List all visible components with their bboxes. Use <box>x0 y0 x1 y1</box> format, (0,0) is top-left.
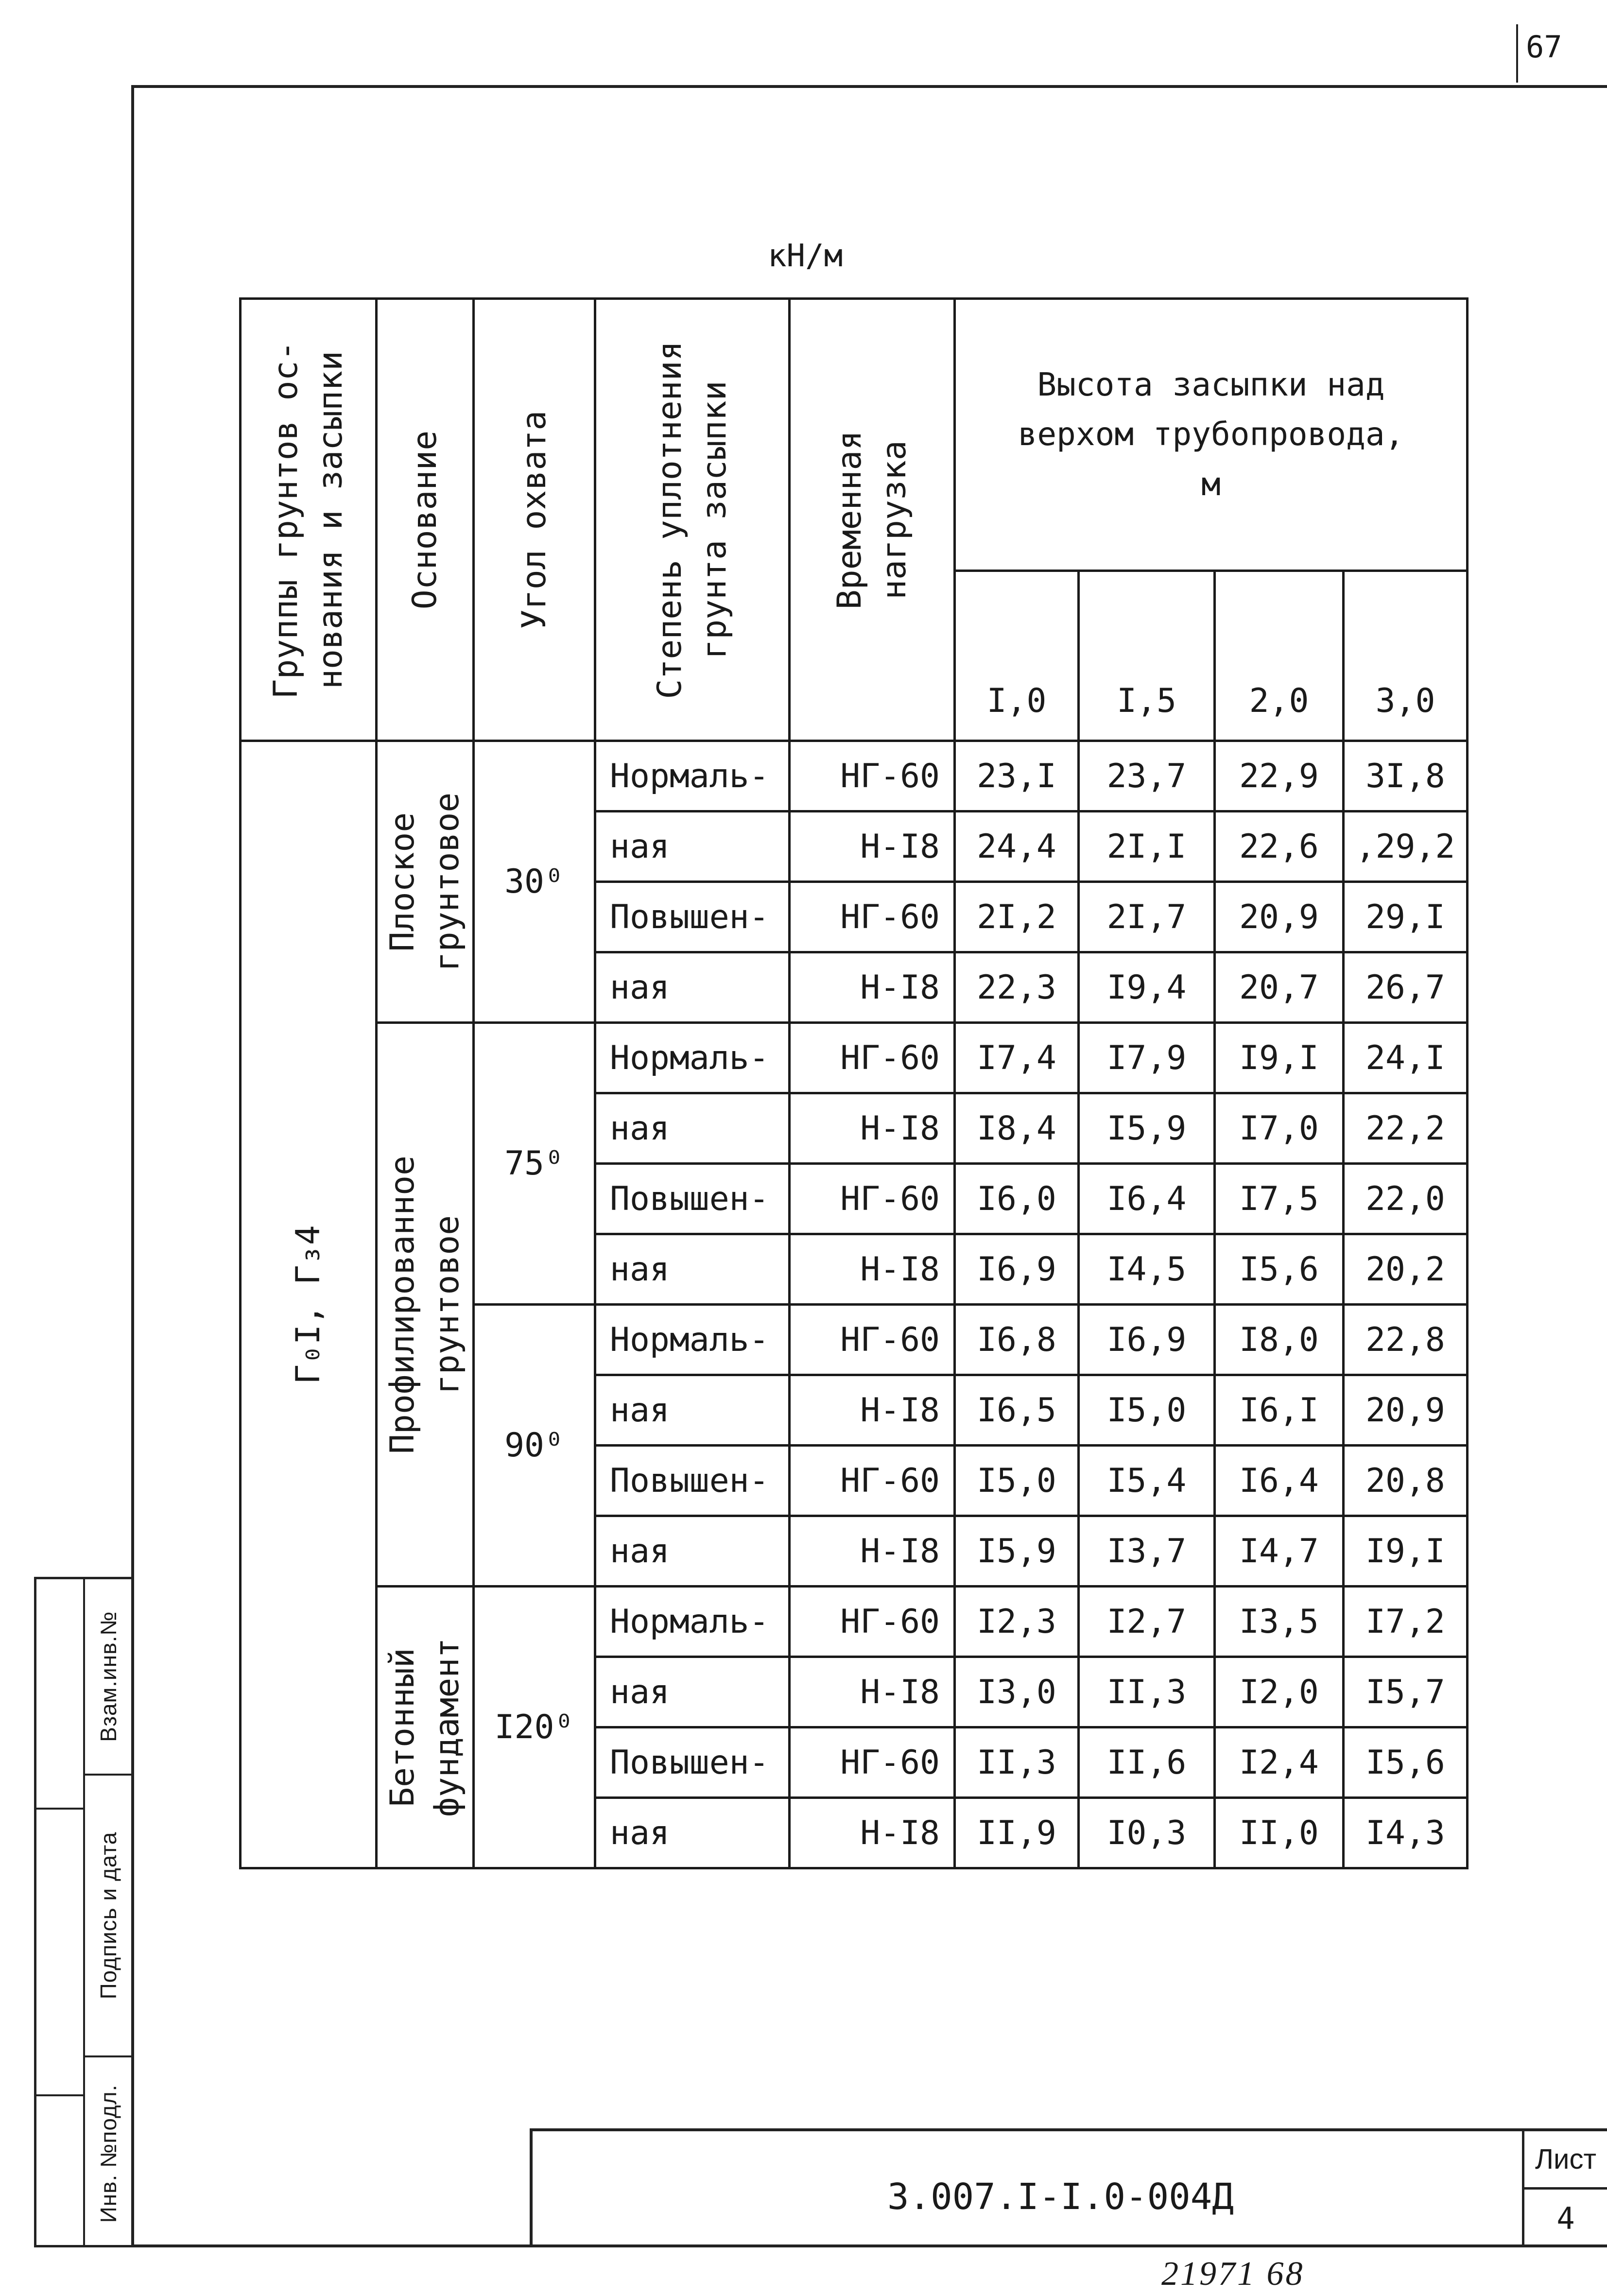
soil-group-value: Г₀I, Г₃4 <box>289 1225 328 1384</box>
density-cell: Повышен- <box>595 1164 790 1234</box>
value-cell: I5,0 <box>1079 1375 1215 1446</box>
header-soil-groups <box>241 299 377 741</box>
height-value-2: I,5 <box>1079 571 1215 741</box>
value-cell: I5,6 <box>1344 1727 1468 1798</box>
header-fill-height-line1: Высота засыпки над <box>1037 366 1385 404</box>
value-cell: I9,4 <box>1079 952 1215 1023</box>
value-cell: I7,2 <box>1344 1587 1468 1657</box>
sheet-box <box>1522 2131 1607 2247</box>
value-cell: I3,7 <box>1079 1516 1215 1587</box>
load-cell: Н-I8 <box>790 1657 955 1727</box>
side-stamp-strip <box>34 1577 131 2247</box>
value-cell: I6,0 <box>955 1164 1079 1234</box>
header-density <box>595 299 790 741</box>
value-cell: I5,7 <box>1344 1657 1468 1727</box>
height-value-1: I,0 <box>955 571 1079 741</box>
density-cell: ная <box>595 1234 790 1305</box>
base-cell <box>377 1023 474 1587</box>
load-cell: Н-I8 <box>790 1798 955 1868</box>
value-cell: I4,5 <box>1079 1234 1215 1305</box>
original-inventory-label: Инв. №подл. <box>96 2084 121 2223</box>
side-stamp-cell <box>85 1774 132 2055</box>
load-cell: НГ-60 <box>790 1727 955 1798</box>
value-cell: II,3 <box>955 1727 1079 1798</box>
value-cell: 22,0 <box>1344 1164 1468 1234</box>
base-label-line1: Бетонный <box>383 1647 422 1807</box>
value-cell: I0,3 <box>1079 1798 1215 1868</box>
value-cell: II,3 <box>1079 1657 1215 1727</box>
value-cell: I2,7 <box>1079 1587 1215 1657</box>
load-cell: Н-I8 <box>790 952 955 1023</box>
header-fill-height-unit: м <box>1201 465 1221 503</box>
header-load <box>790 299 955 741</box>
side-stamp-cell <box>85 1579 132 1774</box>
load-cell: НГ-60 <box>790 1446 955 1516</box>
soil-group-cell <box>241 741 377 1868</box>
load-cell: НГ-60 <box>790 1023 955 1093</box>
base-cell <box>377 1587 474 1868</box>
value-cell: II,6 <box>1079 1727 1215 1798</box>
table-unit-label: кН/м <box>768 238 843 274</box>
table-row <box>241 1587 1468 1657</box>
value-cell: 22,2 <box>1344 1093 1468 1164</box>
base-label-line1: Плоское <box>383 812 422 951</box>
density-cell: ная <box>595 952 790 1023</box>
document-code: 3.007.I-I.0-004Д <box>887 2176 1234 2218</box>
value-cell: 23,I <box>955 741 1079 811</box>
value-cell: 24,I <box>1344 1023 1468 1093</box>
side-stamp-column-left <box>36 1579 85 2245</box>
value-cell: I9,I <box>1344 1516 1468 1587</box>
header-angle-text: Угол охвата <box>515 410 553 629</box>
height-value-3: 2,0 <box>1215 571 1344 741</box>
value-cell: II,9 <box>955 1798 1079 1868</box>
density-cell: ная <box>595 1516 790 1587</box>
side-stamp-cell <box>36 1579 83 1808</box>
value-cell: I6,4 <box>1215 1446 1344 1516</box>
page-number-rule <box>1516 24 1518 83</box>
density-cell: ная <box>595 1093 790 1164</box>
load-cell: Н-I8 <box>790 1234 955 1305</box>
density-cell: ная <box>595 811 790 882</box>
load-cell: Н-I8 <box>790 1375 955 1446</box>
density-cell: Нормаль- <box>595 1023 790 1093</box>
value-cell: 20,8 <box>1344 1446 1468 1516</box>
value-cell: I5,9 <box>1079 1093 1215 1164</box>
value-cell: ,29,2 <box>1344 811 1468 882</box>
side-stamp-cell <box>85 2055 132 2250</box>
value-cell: I7,4 <box>955 1023 1079 1093</box>
load-cell: НГ-60 <box>790 882 955 952</box>
value-cell: I6,9 <box>955 1234 1079 1305</box>
value-cell: I2,4 <box>1215 1727 1344 1798</box>
density-cell: Повышен- <box>595 1727 790 1798</box>
base-label-line2: грунтовое <box>428 792 467 971</box>
table-row <box>241 1023 1468 1093</box>
value-cell: I7,0 <box>1215 1093 1344 1164</box>
value-cell: I5,0 <box>955 1446 1079 1516</box>
density-cell: Повышен- <box>595 1446 790 1516</box>
load-cell: Н-I8 <box>790 1516 955 1587</box>
value-cell: 24,4 <box>955 811 1079 882</box>
value-cell: 23,7 <box>1079 741 1215 811</box>
header-density-line2: грунта засыпки <box>695 380 734 659</box>
density-cell: Нормаль- <box>595 1305 790 1375</box>
angle-cell: I20⁰ <box>474 1587 595 1868</box>
header-base-text: Основание <box>405 430 444 609</box>
side-stamp-column-right <box>85 1579 134 2245</box>
load-table <box>239 297 1469 1869</box>
load-cell: НГ-60 <box>790 1305 955 1375</box>
base-label-line2: грунтовое <box>428 1215 467 1394</box>
table-row <box>241 741 1468 811</box>
density-cell: Нормаль- <box>595 1587 790 1657</box>
density-cell: Нормаль- <box>595 741 790 811</box>
value-cell: 2I,7 <box>1079 882 1215 952</box>
height-value-4: 3,0 <box>1344 571 1468 741</box>
replacement-inventory-label: Взам.инв.№ <box>96 1611 121 1742</box>
base-label-line2: фундамент <box>428 1638 467 1817</box>
value-cell: II,0 <box>1215 1798 1344 1868</box>
value-cell: I7,9 <box>1079 1023 1215 1093</box>
value-cell: 26,7 <box>1344 952 1468 1023</box>
angle-cell: 90⁰ <box>474 1305 595 1587</box>
value-cell: I2,0 <box>1215 1657 1344 1727</box>
value-cell: 3I,8 <box>1344 741 1468 811</box>
value-cell: I3,0 <box>955 1657 1079 1727</box>
base-label-line1: Профилированное <box>383 1155 422 1454</box>
value-cell: I4,3 <box>1344 1798 1468 1868</box>
angle-cell: 75⁰ <box>474 1023 595 1305</box>
value-cell: 22,6 <box>1215 811 1344 882</box>
load-cell: Н-I8 <box>790 1093 955 1164</box>
value-cell: I6,5 <box>955 1375 1079 1446</box>
page-number: 67 <box>1526 29 1562 65</box>
header-density-line1: Степень уплотнения <box>650 341 689 699</box>
value-cell: 22,3 <box>955 952 1079 1023</box>
value-cell: 20,9 <box>1215 882 1344 952</box>
archive-stamp: 21971 68 <box>1161 2255 1305 2293</box>
header-base <box>377 299 474 741</box>
header-soil-groups-line2: нования и засыпки <box>311 350 350 689</box>
value-cell: 22,8 <box>1344 1305 1468 1375</box>
value-cell: I4,7 <box>1215 1516 1344 1587</box>
density-cell: ная <box>595 1798 790 1868</box>
value-cell: I8,0 <box>1215 1305 1344 1375</box>
value-cell: I5,6 <box>1215 1234 1344 1305</box>
value-cell: I6,4 <box>1079 1164 1215 1234</box>
header-load-line2: нагрузка <box>875 440 914 600</box>
value-cell: 2I,I <box>1079 811 1215 882</box>
value-cell: I5,4 <box>1079 1446 1215 1516</box>
header-soil-groups-line1: Группы грунтов ос- <box>266 341 305 699</box>
value-cell: 29,I <box>1344 882 1468 952</box>
side-stamp-cell <box>36 2094 83 2250</box>
header-fill-height <box>955 299 1468 571</box>
value-cell: 22,9 <box>1215 741 1344 811</box>
side-stamp-cell <box>36 1808 83 2094</box>
value-cell: 20,7 <box>1215 952 1344 1023</box>
load-cell: Н-I8 <box>790 811 955 882</box>
load-cell: НГ-60 <box>790 1164 955 1234</box>
value-cell: I6,I <box>1215 1375 1344 1446</box>
value-cell: 20,2 <box>1344 1234 1468 1305</box>
angle-cell: 30⁰ <box>474 741 595 1023</box>
value-cell: I6,8 <box>955 1305 1079 1375</box>
header-angle <box>474 299 595 741</box>
load-cell: НГ-60 <box>790 1587 955 1657</box>
load-cell: НГ-60 <box>790 741 955 811</box>
base-cell <box>377 741 474 1023</box>
density-cell: ная <box>595 1375 790 1446</box>
signature-date-label: Подпись и дата <box>96 1831 121 2000</box>
value-cell: I5,9 <box>955 1516 1079 1587</box>
value-cell: 20,9 <box>1344 1375 1468 1446</box>
value-cell: I9,I <box>1215 1023 1344 1093</box>
title-block <box>530 2128 1607 2247</box>
sheet-number: 4 <box>1556 2200 1575 2236</box>
value-cell: I6,9 <box>1079 1305 1215 1375</box>
header-fill-height-line2: верхом трубопровода, <box>1018 415 1404 453</box>
sheet-label: Лист <box>1524 2131 1607 2190</box>
value-cell: I3,5 <box>1215 1587 1344 1657</box>
value-cell: I7,5 <box>1215 1164 1344 1234</box>
header-load-line1: Временная <box>830 430 869 609</box>
value-cell: I8,4 <box>955 1093 1079 1164</box>
density-cell: Повышен- <box>595 882 790 952</box>
value-cell: 2I,2 <box>955 882 1079 952</box>
value-cell: I2,3 <box>955 1587 1079 1657</box>
density-cell: ная <box>595 1657 790 1727</box>
